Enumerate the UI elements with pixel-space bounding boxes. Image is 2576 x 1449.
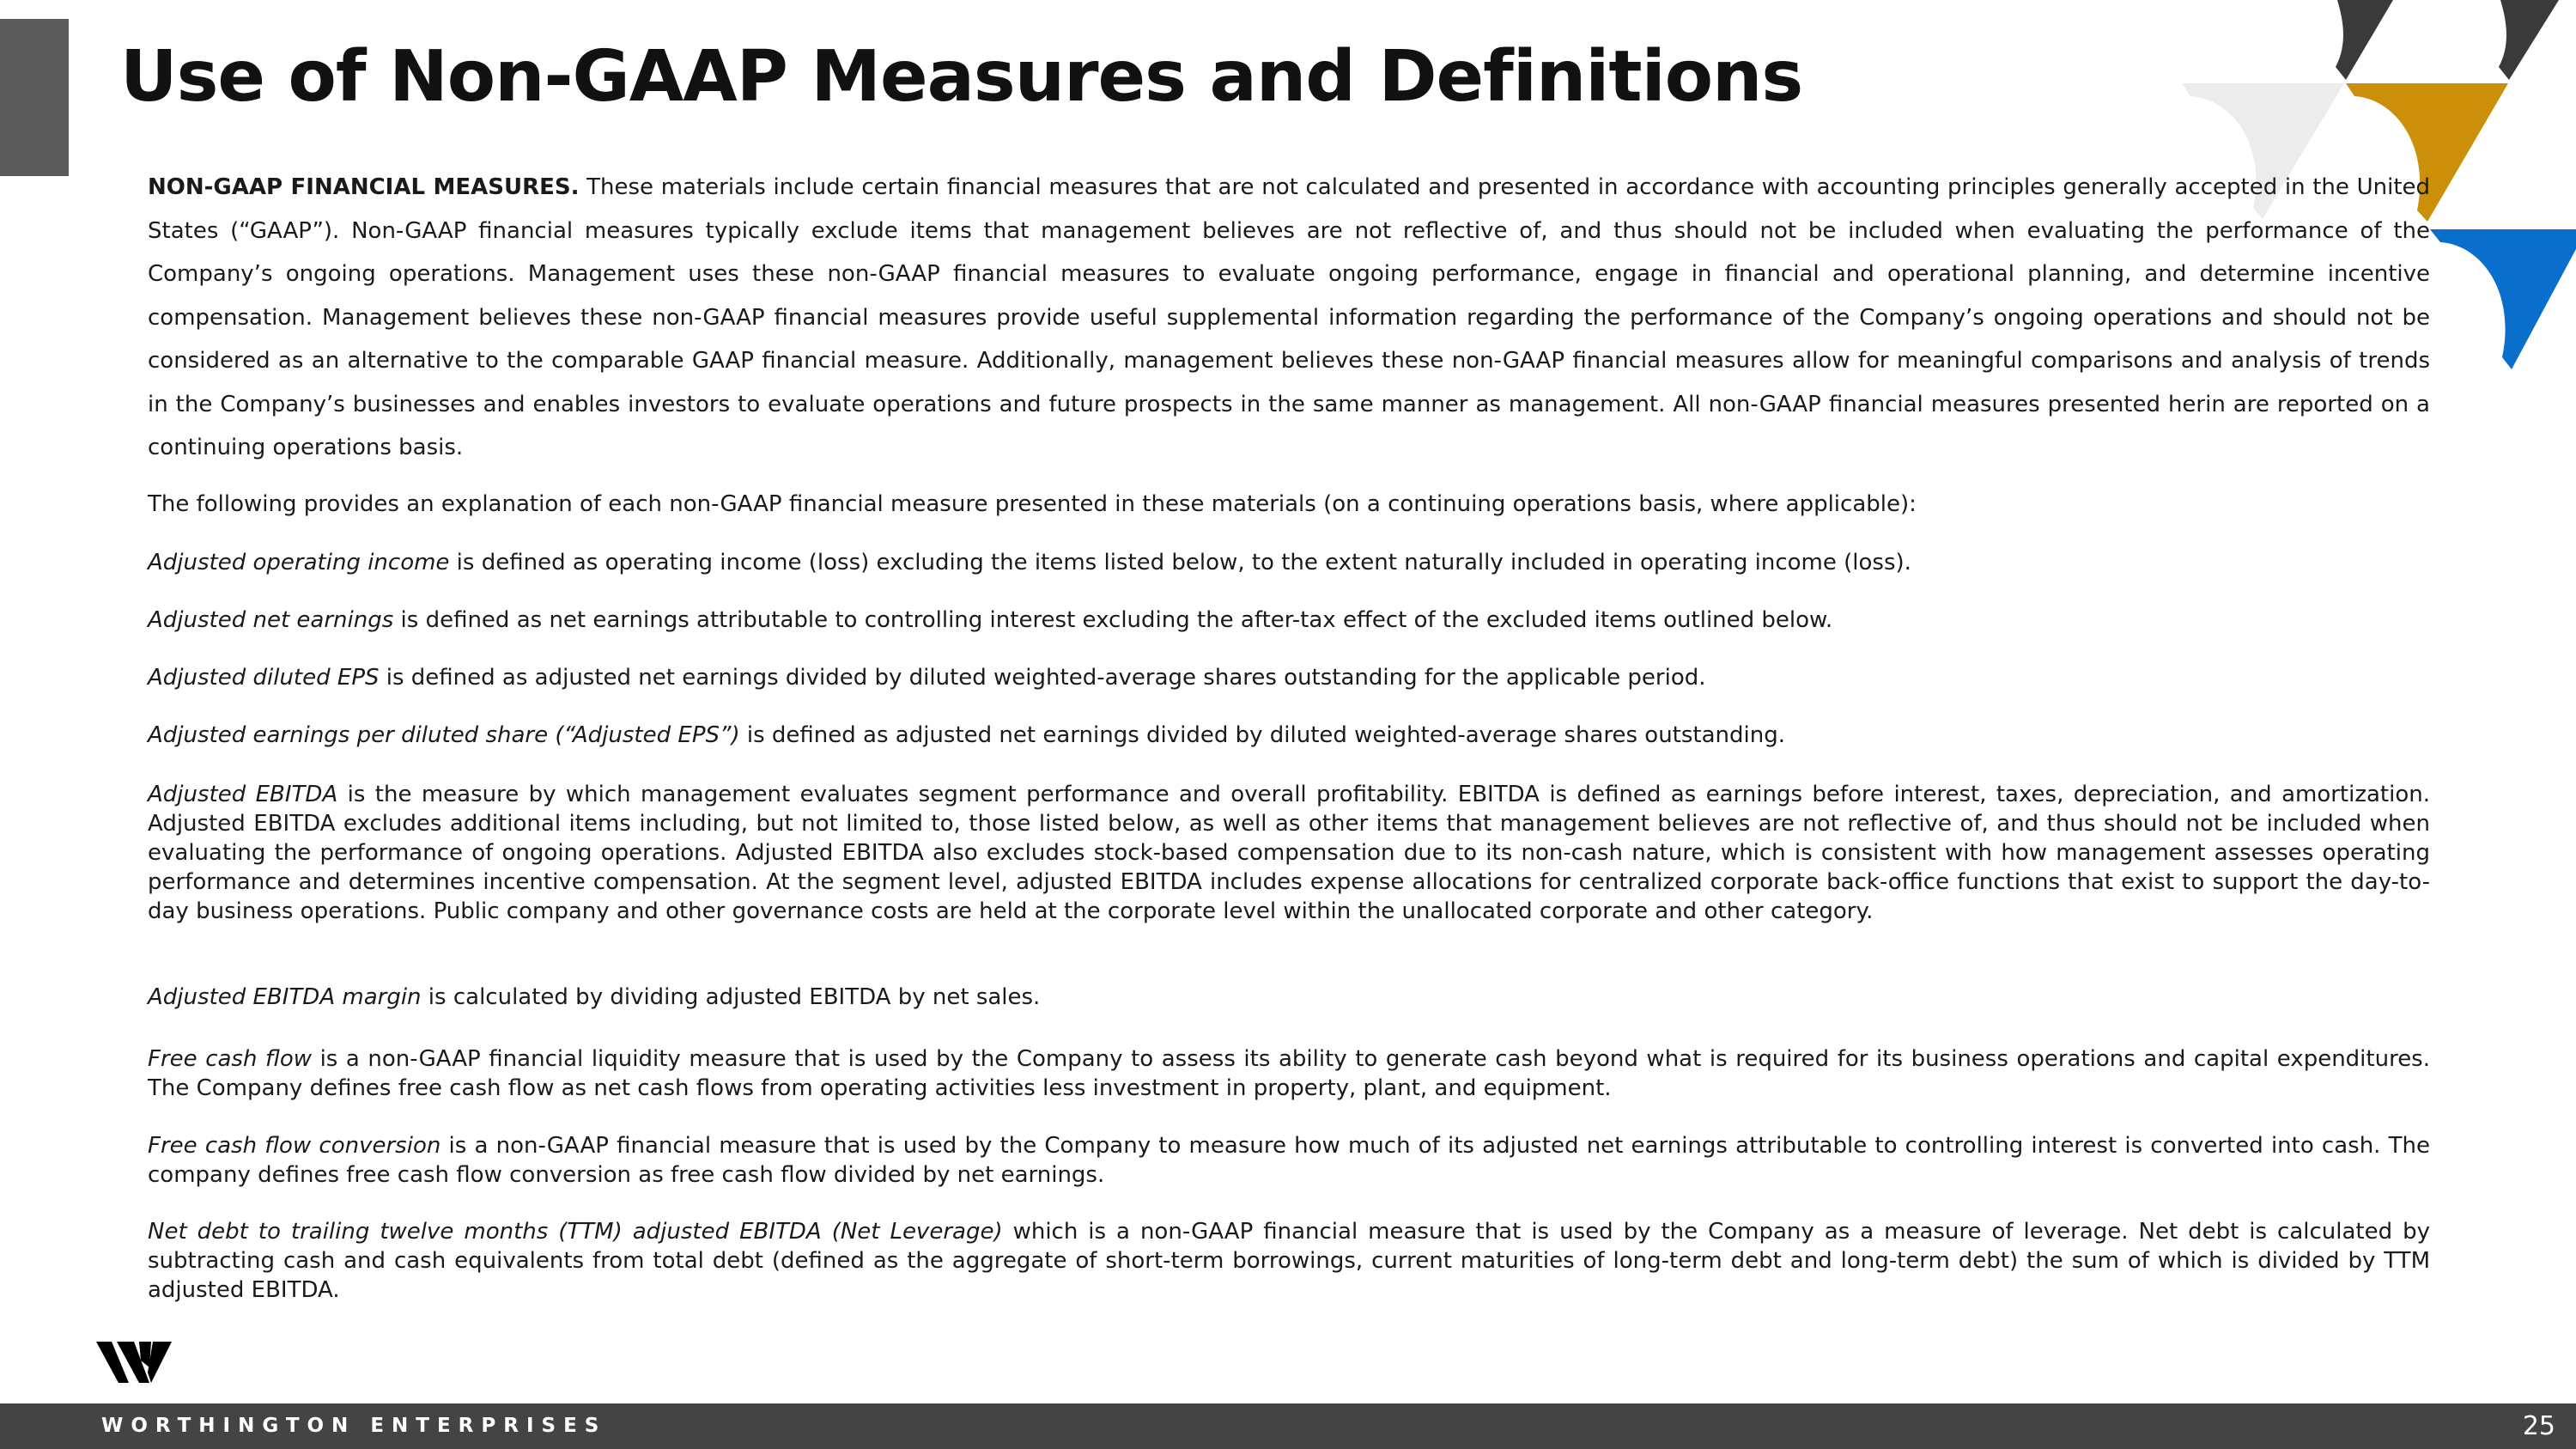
definition-net-leverage — [148, 1217, 2430, 1305]
page-title: Use of Non-GAAP Measures and Definitions — [120, 36, 1803, 118]
definition-adjusted-ebitda — [148, 780, 2430, 926]
definition-adjusted-eps — [148, 722, 2430, 748]
chevron-blue — [2430, 229, 2576, 369]
definition-term: Net debt to trailing twelve months (TTM) adjusted EBITDA (Net Leverage) — [148, 1219, 1003, 1245]
definition-adjusted-ebitda-margin — [148, 983, 2430, 1012]
definition-text: is defined as adjusted net earnings divided by diluted weighted-average shares outstanding for the applicable period. — [379, 665, 1706, 691]
definition-text: is defined as net earnings attributable to controlling interest excluding the after-tax effect of the excluded items outlined below. — [393, 607, 1833, 633]
definition-text: is calculated by dividing adjusted EBITDA by net sales. — [421, 984, 1041, 1010]
chevron-dark-2 — [2499, 0, 2559, 80]
definition-text: which is a non-GAAP financial measure that is used by the Company as a measure of leverage. Net debt is calculated by subtracting cash and cash equivalents from total debt (defined as the aggregate of short-term borrowings, current maturities of long-term debt and long-term debt) the sum of which is divided by TTM adjusted EBITDA. — [148, 1219, 2430, 1303]
definition-adjusted-operating-income — [148, 550, 2430, 575]
definition-term: Adjusted net earnings — [148, 607, 394, 633]
definition-term: Adjusted operating income — [148, 550, 450, 575]
definition-adjusted-net-earnings — [148, 607, 2430, 633]
intro-text: These materials include certain financial measures that are not calculated and presented in accordance with accounting principles generally accepted in the United States (“GAAP”). Non-GAAP financial measures typically exclude items that management believes are not reflective of, and thus should not be included when evaluating the performance of the Company’s ongoing operations. Management uses these non-GAAP financial measures to evaluate ongoing performance, engage in financial and operational planning, and determine incentive compensation. Management believes these non-GAAP financial measures provide useful supplemental information regarding the performance of the Company’s ongoing operations and should not be considered as an alternative to the comparable GAAP financial measure. Additionally, management believes these non-GAAP financial measures allow for meaningful comparisons and analysis of trends in the Company’s businesses and enables investors to evaluate operations and future prospects in the same manner as management. All non-GAAP financial measures presented herin are reported on a continuing operations basis. — [148, 174, 2431, 460]
definition-text: is defined as adjusted net earnings divided by diluted weighted-average shares outstanding. — [739, 722, 1785, 748]
definition-adjusted-diluted-eps — [148, 665, 2430, 691]
explanation-text: The following provides an explanation of each non-GAAP financial measure presented in these materials (on a continuing operations basis, where applicable): — [148, 491, 1917, 517]
definition-text: is a non-GAAP financial measure that is used by the Company to measure how much of its adjusted net earnings attributable to controlling interest is converted into cash. The company defines free cash flow conversion as free cash flow divided by net earnings. — [148, 1133, 2430, 1188]
definition-text: is the measure by which management evaluates segment performance and overall profitability. EBITDA is defined as earnings before interest, taxes, depreciation, and amortization. Adjusted EBITDA excludes additional items including, but not limited to, those listed below, as well as other items that management believes are not reflective of, and thus should not be included when evaluating the performance of ongoing operations. Adjusted EBITDA also excludes stock-based compensation due to its non-cash nature, which is consistent with how management assesses operating performance and determines incentive compensation. At the segment level, adjusted EBITDA includes expense allocations for centralized corporate back-office functions that exist to support the day-to-day business operations. Public company and other governance costs are held at the corporate level within the unallocated corporate and other category. — [148, 782, 2431, 924]
footer-bar — [0, 1403, 2576, 1449]
definition-term: Free cash flow conversion — [148, 1133, 441, 1159]
intro-paragraph — [148, 166, 2430, 470]
definition-term: Adjusted EBITDA — [148, 782, 338, 807]
definition-term: Adjusted earnings per diluted share (“Adjusted EPS”) — [148, 722, 740, 748]
page-number: 25 — [2522, 1411, 2555, 1441]
definition-term: Adjusted diluted EPS — [148, 665, 380, 691]
definition-term: Free cash flow — [148, 1046, 312, 1072]
definition-term: Adjusted EBITDA margin — [148, 984, 422, 1010]
worthington-logo-icon — [96, 1342, 182, 1390]
definition-free-cash-flow-conversion — [148, 1131, 2430, 1190]
chevron-dark-1 — [2336, 0, 2393, 80]
definition-free-cash-flow — [148, 1044, 2430, 1103]
company-name: WORTHINGTON ENTERPRISES — [101, 1415, 607, 1437]
definition-text: is a non-GAAP financial liquidity measure that is used by the Company to assess its ability to generate cash beyond what is required for its business operations and capital expenditures. The Company defines free cash flow as net cash flows from operating activities less investment in property, plant, and equipment. — [148, 1046, 2430, 1101]
definition-text: is defined as operating income (loss) excluding the items listed below, to the extent naturally included in operating income (loss). — [449, 550, 1911, 575]
intro-lead: NON-GAAP FINANCIAL MEASURES. — [148, 174, 580, 200]
